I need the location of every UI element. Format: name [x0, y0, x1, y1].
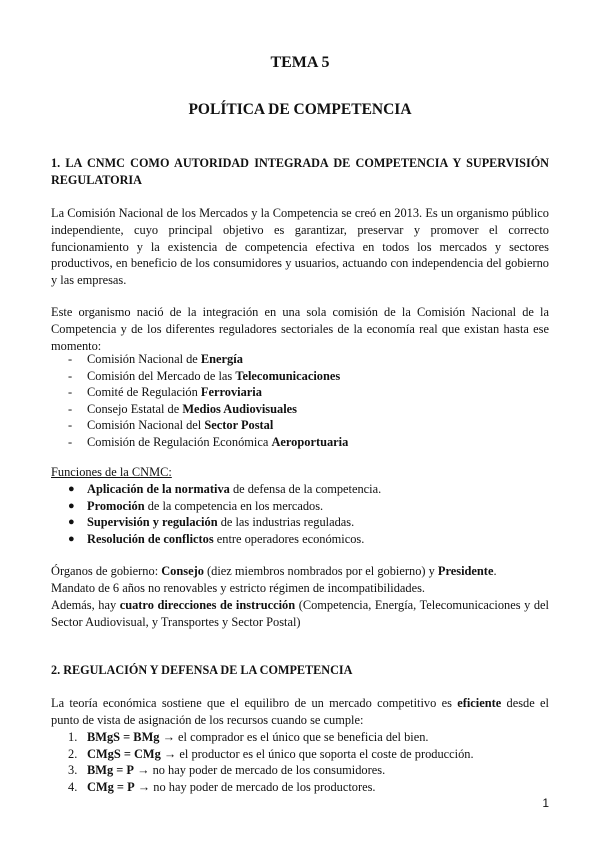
- list-item: - Comisión Nacional del Sector Postal: [68, 418, 274, 433]
- list-item: - Comisión del Mercado de las Telecomunicaciones: [68, 368, 341, 383]
- functions-heading: Funciones de la CNMC:: [51, 465, 172, 479]
- list-item: 3. BMg = P → no hay poder de mercado de los consumidores.: [68, 763, 386, 778]
- item-number: 2.: [68, 746, 78, 761]
- regulators-list: [51, 351, 549, 451]
- list-item: ● Aplicación de la normativa de defensa de la competencia.: [68, 482, 382, 496]
- item-number: 3.: [68, 763, 78, 778]
- governance-line-2: Mandato de 6 años no renovables y estricto régimen de incompatibilidades.: [51, 581, 426, 595]
- governance-line-1: Órganos de gobierno: Consejo (diez miembros nombrados por el gobierno) y Presidente.: [51, 564, 497, 578]
- governance-line-3: Además, hay cuatro direcciones de instrucción (Competencia, Energía, Telecomunicaciones y del Sector Audiovisual, y Transportes y Sector Postal): [51, 598, 550, 629]
- list-item: ● Promoción de la competencia en los mercados.: [68, 498, 324, 513]
- bullet-icon: ●: [68, 499, 75, 512]
- section2-intro: La teoría económica sostiene que el equilibro de un mercado competitivo es eficiente desde el punto de vista de asignación de los recursos cuando se cumple:: [51, 696, 549, 727]
- dash-marker: -: [68, 385, 73, 400]
- section1-paragraph-2: Este organismo nació de la integración en una sola comisión de la Comisión Nacional de la Competencia y de los diferentes reguladores sectoriales de la economía real que existan hasta ese momento:: [51, 305, 549, 353]
- section1-paragraph-1: La Comisión Nacional de los Mercados y la Competencia se creó en 2013. Es un organismo público independiente, cuyo principal objetivo es garantizar, preservar y promover el correcto funcionamiento y la existencia de competencia efectiva en todos los mercados y sectores productivos, en beneficio de los consumidores y usuarios, actuando con independencia del gobierno y las empresas.: [51, 206, 549, 288]
- dash-marker: -: [68, 418, 73, 433]
- list-item: 2. CMgS = CMg → el productor es el único que soporta el coste de producción.: [68, 746, 474, 761]
- dash-marker: -: [68, 352, 73, 366]
- tema-label: TEMA 5: [270, 54, 330, 71]
- section1-heading: 1. LA CNMC COMO AUTORIDAD INTEGRADA DE COMPETENCIA Y SUPERVISIÓN REGULATORIA: [51, 156, 549, 187]
- dash-marker: -: [68, 368, 73, 383]
- bullet-icon: ●: [68, 532, 75, 545]
- list-item: 1. BMgS = BMg → el comprador es el único que se beneficia del bien.: [68, 730, 429, 744]
- bullet-icon: ●: [68, 483, 75, 495]
- list-item: - Consejo Estatal de Medios Audiovisuales: [68, 401, 297, 416]
- dash-marker: -: [68, 434, 73, 449]
- page-number: 1: [542, 796, 549, 810]
- list-item: ● Supervisión y regulación de las industrias reguladas.: [68, 515, 355, 530]
- list-item: - Comité de Regulación Ferroviaria: [68, 385, 262, 400]
- item-number: 1.: [68, 730, 78, 744]
- list-item: 4. CMg = P → no hay poder de mercado de los productores.: [68, 779, 376, 794]
- list-item: - Comisión de Regulación Económica Aeroportuaria: [68, 434, 349, 449]
- dash-marker: -: [68, 401, 73, 416]
- functions-list: [51, 481, 549, 547]
- bullet-icon: ●: [68, 516, 75, 529]
- list-item: ● Resolución de conflictos entre operadores económicos.: [68, 531, 365, 546]
- conditions-list: [51, 729, 549, 795]
- list-item: - Comisión Nacional de Energía: [68, 352, 243, 366]
- section2-heading: 2. REGULACIÓN Y DEFENSA DE LA COMPETENCIA: [51, 663, 353, 677]
- item-number: 4.: [68, 779, 78, 794]
- page-title: POLÍTICA DE COMPETENCIA: [188, 101, 412, 118]
